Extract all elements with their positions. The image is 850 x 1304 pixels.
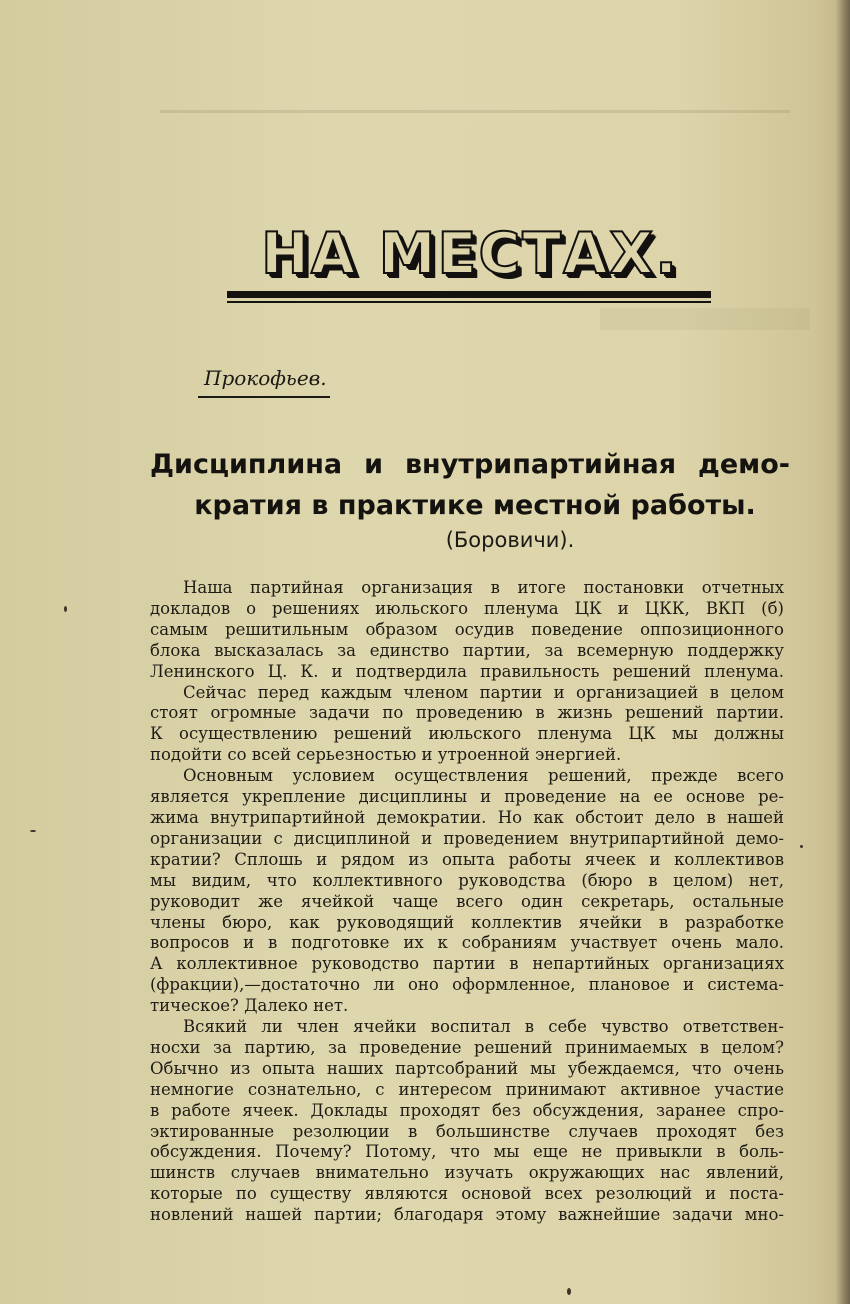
bleed-through-shadow [600,308,810,330]
paper-speck [567,1288,571,1295]
body-line: кратии? Сплошь и рядом из опыта работы ячеек и коллективов [150,849,784,869]
paper-speck [30,830,36,832]
body-line: члены бюро, как руководящий коллектив ячейки в разработке [150,912,784,932]
heading-rule-thin [227,301,711,303]
heading-rule-thick [227,291,711,298]
body-line: вопросов и в подготовке их к собраниям участвует очень мало. [150,933,784,953]
paper-speck [800,845,803,848]
body-line: носхи за партию, за проведение решений принимаемых в целом? [150,1037,784,1057]
article-title-line: Дисциплина и внутрипартийная демо- [150,449,790,480]
body-line: Основным условием осуществления решений, прежде всего [183,766,784,786]
body-line: которые по существу являются основой всех резолюций и поста- [150,1184,784,1204]
body-line: блока высказалась за единство партии, за всемерную поддержку [150,640,784,660]
body-line: А коллективное руководство партии в непартийных организациях [150,954,784,974]
article-body [150,578,784,1226]
body-line: самым решитильным образом осудив поведение оппозиционного [150,619,784,639]
body-line: Обычно из опыта наших партсобраний мы убеждаемся, что очень [150,1058,784,1078]
author-underline [198,396,330,398]
body-line: эктированные резолюции в большинстве случаев проходят без [150,1121,784,1141]
body-line: шинств случаев внимательно изучать окружающих нас явлений, [150,1163,784,1183]
body-line: подойти со всей серьезностью и утроенной энергией. [150,745,622,765]
body-line: обсуждения. Почему? Потому, что мы еще не привыкли в боль- [150,1142,784,1162]
article-title-line: кратия в практике местной работы. [194,490,756,521]
body-line: (фракции),—достаточно ли оно оформленное, плановое и система- [150,975,784,995]
body-line: является укрепление дисциплины и проведение на ее основе ре- [150,787,784,807]
body-line: новлений нашей партии; благодаря этому важнейшие задачи мно- [150,1205,784,1225]
body-line: в работе ячеек. Доклады проходят без обсуждения, заранее спро- [150,1100,784,1120]
article-title [150,444,790,526]
body-line: организации с дисциплиной и проведением внутрипартийной демо- [150,828,784,848]
body-line: немногие сознательно, с интересом принимают активное участие [150,1079,784,1099]
body-line: Ленинского Ц. К. и подтвердила правильность решений пленума. [150,661,784,681]
body-line: жима внутрипартийной демократии. Но как обстоит дело в нашей [150,807,784,827]
body-line: Сейчас перед каждым членом партии и организацией в целом [183,682,784,702]
body-line: К осуществлению решений июльского пленума ЦК мы должны [150,724,784,744]
page-spine [836,0,850,1304]
section-heading: НА МЕСТАХ. [261,221,679,287]
body-line: руководит же ячейкой чаще всего один секретарь, остальные [150,891,784,911]
body-line: тическое? Далеко нет. [150,996,349,1016]
author-name: Прокофьев. [204,366,327,390]
article-subtitle: (Боровичи). [445,528,575,552]
paper-speck [64,606,67,612]
body-line: Наша партийная организация в итоге постановки отчетных [183,578,784,597]
bleed-through-shadow [160,70,790,113]
body-line: докладов о решениях июльского пленума ЦК и ЦКК, ВКП (б) [150,598,784,618]
body-line: мы видим, что коллективного руководства (бюро в целом) нет, [150,870,784,890]
body-line: стоят огромные задачи по проведению в жизнь решений партии. [150,703,784,723]
body-line: Всякий ли член ячейки воспитал в себе чувство ответствен- [183,1017,784,1037]
